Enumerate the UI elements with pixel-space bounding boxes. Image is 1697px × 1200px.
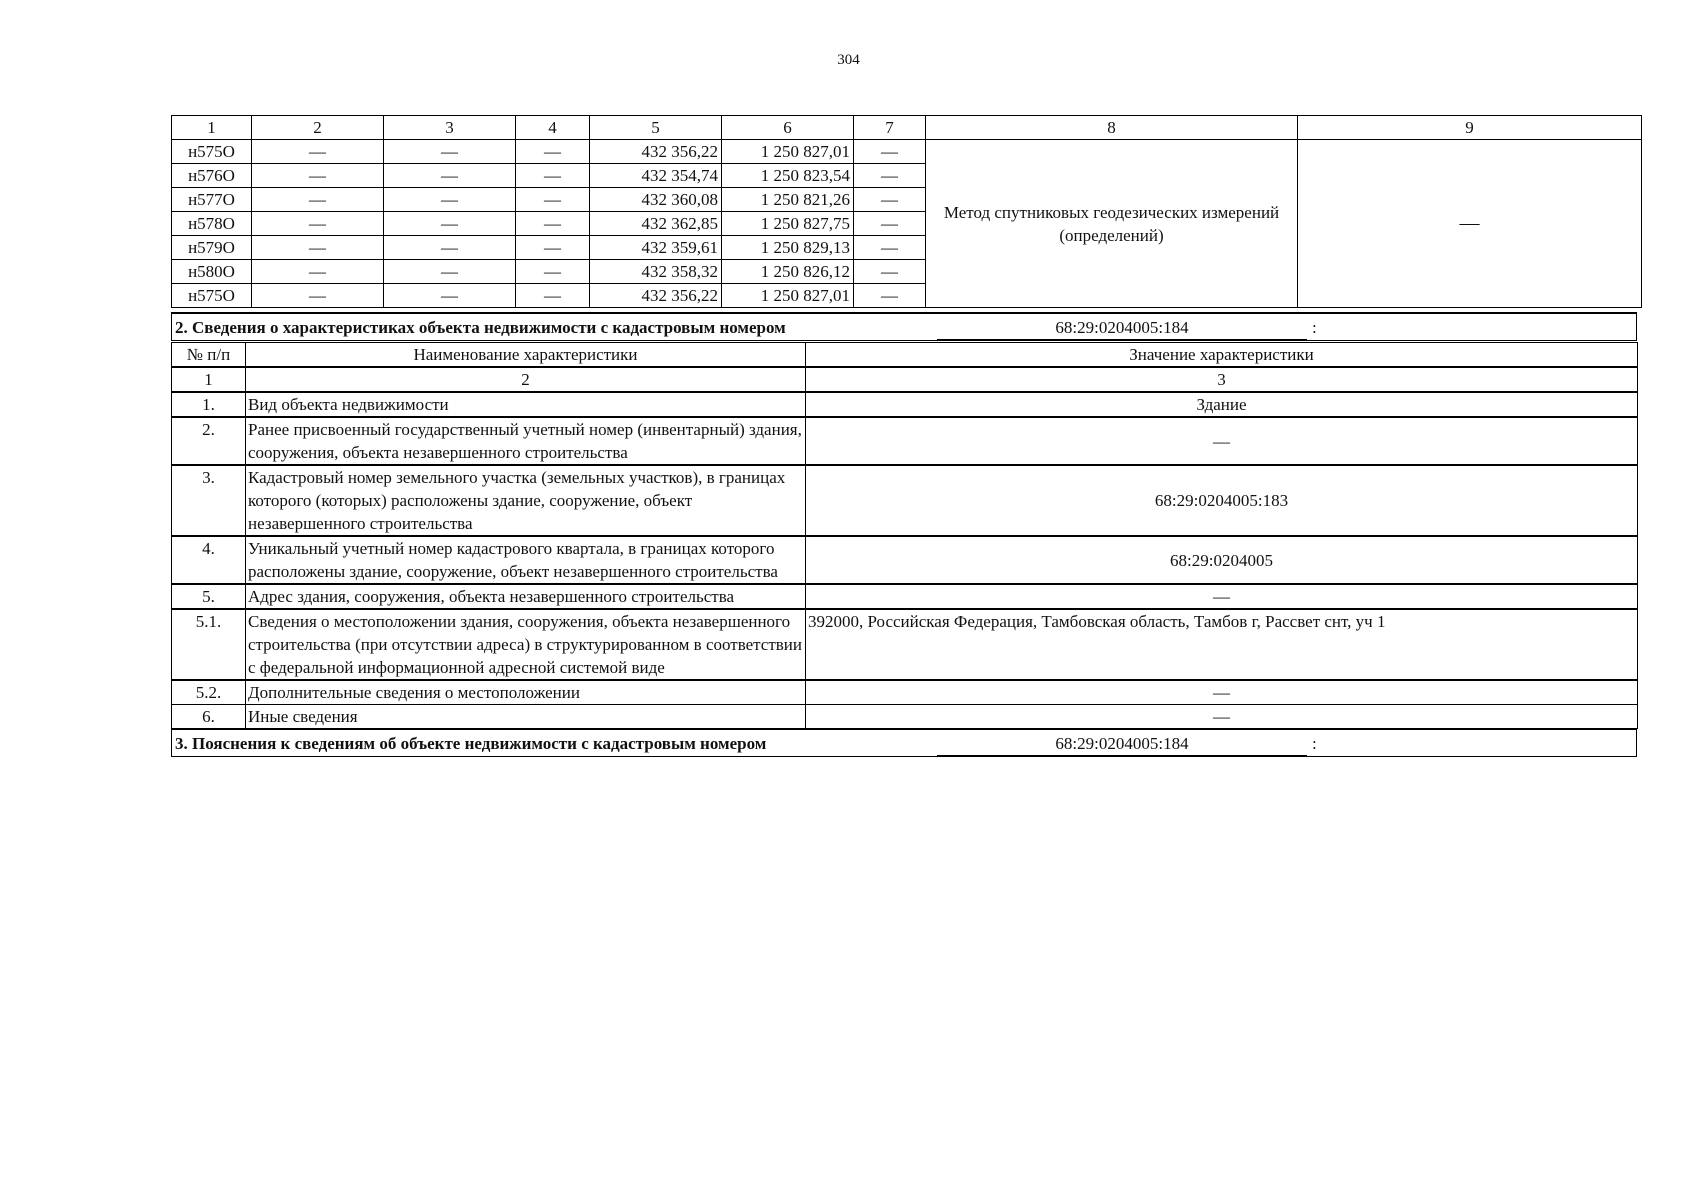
coord-cell: — — [854, 140, 926, 164]
row-name: Сведения о местоположении здания, сооружения, объекта незавершенного строительства (при отсутствии адреса) в структурированном в соответствии с федеральной информационной адресной системой виде — [246, 609, 806, 680]
chars-row — [172, 392, 1638, 417]
row-num: 1. — [172, 392, 246, 417]
coord-header-cell: 9 — [1298, 116, 1642, 140]
header-num: № п/п — [172, 343, 246, 368]
colnum-cell: 2 — [246, 367, 806, 392]
coordinates-table — [171, 115, 1642, 308]
coord-cell: — — [516, 140, 590, 164]
coord-header-cell: 2 — [252, 116, 384, 140]
coord-y: 1 250 826,12 — [722, 260, 854, 284]
row-value: — — [806, 705, 1638, 729]
row-value: — — [806, 680, 1638, 705]
section3-cadastral-number: 68:29:0204005:184 — [937, 734, 1307, 756]
row-num: 5.1. — [172, 609, 246, 680]
header-value: Значение характеристики — [806, 343, 1638, 368]
coord-cell: — — [252, 188, 384, 212]
coord-y: 1 250 827,01 — [722, 140, 854, 164]
coord-header-cell: 1 — [172, 116, 252, 140]
coord-cell: — — [384, 212, 516, 236]
coord-cell: — — [516, 236, 590, 260]
coord-cell: — — [854, 260, 926, 284]
coord-header-row — [172, 116, 1642, 140]
coord-header-cell: 3 — [384, 116, 516, 140]
section2-colon: : — [1312, 318, 1317, 337]
coord-header-cell: 6 — [722, 116, 854, 140]
coord-y: 1 250 829,13 — [722, 236, 854, 260]
point-name: н575О — [172, 140, 252, 164]
row-name: Дополнительные сведения о местоположении — [246, 680, 806, 705]
page-number: 304 — [837, 52, 860, 68]
coord-cell: — — [516, 164, 590, 188]
row-num: 3. — [172, 465, 246, 536]
row-value: — — [806, 417, 1638, 465]
row-value: 68:29:0204005:183 — [806, 465, 1638, 536]
point-name: н576О — [172, 164, 252, 188]
coord-cell: — — [252, 284, 384, 308]
row-num: 5. — [172, 584, 246, 609]
row-num: 6. — [172, 705, 246, 729]
coord-header-cell: 7 — [854, 116, 926, 140]
row-num: 5.2. — [172, 680, 246, 705]
point-name: н577О — [172, 188, 252, 212]
row-name: Ранее присвоенный государственный учетный номер (инвентарный) здания, сооружения, объекта незавершенного строительства — [246, 417, 806, 465]
coord-cell: — — [384, 164, 516, 188]
row-name: Адрес здания, сооружения, объекта незавершенного строительства — [246, 584, 806, 609]
coord-cell: — — [516, 188, 590, 212]
row-value: — — [806, 584, 1638, 609]
coord-cell: — — [252, 164, 384, 188]
coord-cell: — — [516, 284, 590, 308]
coord-cell: — — [384, 260, 516, 284]
coord-cell: — — [854, 188, 926, 212]
coord-cell: — — [384, 140, 516, 164]
point-name: н580О — [172, 260, 252, 284]
coord-header-cell: 8 — [926, 116, 1298, 140]
row-name: Вид объекта недвижимости — [246, 392, 806, 417]
coord-x: 432 356,22 — [590, 284, 722, 308]
row-name: Иные сведения — [246, 705, 806, 729]
chars-row — [172, 417, 1638, 465]
chars-colnum-row — [172, 367, 1638, 392]
section3-colon: : — [1312, 734, 1317, 753]
coord-x: 432 356,22 — [590, 140, 722, 164]
colnum-cell: 3 — [806, 367, 1638, 392]
coord-y: 1 250 821,26 — [722, 188, 854, 212]
coord-x: 432 358,32 — [590, 260, 722, 284]
row-value: 68:29:0204005 — [806, 536, 1638, 584]
col9-cell: — — [1298, 140, 1642, 308]
characteristics-table — [171, 342, 1638, 729]
coord-x: 432 360,08 — [590, 188, 722, 212]
method-cell: Метод спутниковых геодезических измерений (определений) — [926, 140, 1298, 308]
coord-cell: — — [252, 236, 384, 260]
chars-header-row — [172, 343, 1638, 368]
row-value: 392000, Российская Федерация, Тамбовская область, Тамбов г, Рассвет снт, уч 1 — [806, 609, 1638, 680]
row-value: Здание — [806, 392, 1638, 417]
coord-cell: — — [516, 260, 590, 284]
coord-cell: — — [252, 260, 384, 284]
coord-cell: — — [854, 212, 926, 236]
section3-header — [171, 728, 1637, 757]
coord-cell: — — [854, 236, 926, 260]
coord-cell: — — [384, 188, 516, 212]
row-num: 4. — [172, 536, 246, 584]
coord-x: 432 354,74 — [590, 164, 722, 188]
chars-row — [172, 584, 1638, 609]
coord-y: 1 250 827,01 — [722, 284, 854, 308]
chars-row — [172, 705, 1638, 729]
coord-header-cell: 5 — [590, 116, 722, 140]
coord-cell: — — [384, 284, 516, 308]
coord-cell: — — [854, 164, 926, 188]
chars-row — [172, 609, 1638, 680]
section2-header — [171, 312, 1637, 341]
coord-header-cell: 4 — [516, 116, 590, 140]
chars-row — [172, 536, 1638, 584]
colnum-cell: 1 — [172, 367, 246, 392]
header-name: Наименование характеристики — [246, 343, 806, 368]
row-name: Кадастровый номер земельного участка (земельных участков), в границах которого (которых) расположены здание, сооружение, объект незавершенного строительства — [246, 465, 806, 536]
coord-cell: — — [384, 236, 516, 260]
coord-row — [172, 140, 1642, 164]
row-name: Уникальный учетный номер кадастрового квартала, в границах которого расположены здание, сооружение, объект незавершенного строительства — [246, 536, 806, 584]
point-name: н579О — [172, 236, 252, 260]
coord-y: 1 250 827,75 — [722, 212, 854, 236]
coord-cell: — — [252, 212, 384, 236]
coord-cell: — — [516, 212, 590, 236]
coord-cell: — — [252, 140, 384, 164]
chars-row — [172, 680, 1638, 705]
coord-x: 432 359,61 — [590, 236, 722, 260]
row-num: 2. — [172, 417, 246, 465]
point-name: н575О — [172, 284, 252, 308]
coord-cell: — — [854, 284, 926, 308]
section3-title: 3. Пояснения к сведениям об объекте недвижимости с кадастровым номером — [175, 734, 767, 753]
coord-y: 1 250 823,54 — [722, 164, 854, 188]
section2-cadastral-number: 68:29:0204005:184 — [937, 318, 1307, 340]
chars-row — [172, 465, 1638, 536]
point-name: н578О — [172, 212, 252, 236]
section2-title: 2. Сведения о характеристиках объекта недвижимости с кадастровым номером — [175, 318, 786, 337]
coord-x: 432 362,85 — [590, 212, 722, 236]
